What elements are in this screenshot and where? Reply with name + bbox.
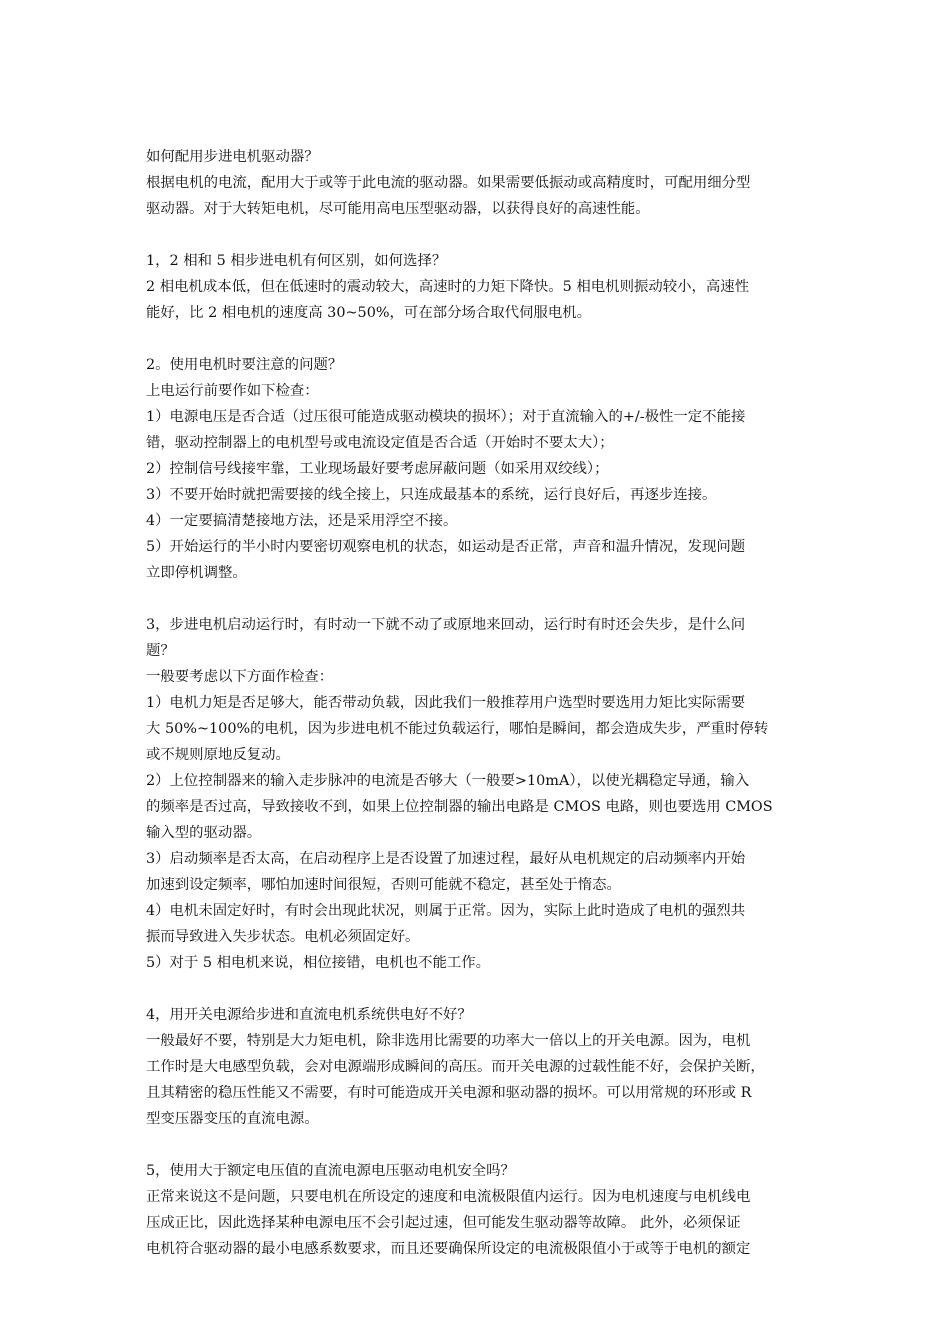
list-item: 4）一定要搞清楚接地方法，还是采用浮空不接。 bbox=[146, 513, 458, 529]
question-heading: 2。使用电机时要注意的问题？ bbox=[146, 357, 343, 373]
list-item: 或不规则原地反复动。 bbox=[146, 747, 290, 763]
list-item: 1）电源电压是否合适（过压很可能造成驱动模块的损坏）；对于直流输入的+/-极性一定不能接 bbox=[146, 409, 746, 425]
answer-line: 根据电机的电流，配用大于或等于此电流的驱动器。如果需要低振动或高精度时，可配用细分型 bbox=[146, 175, 751, 191]
paragraph-gap bbox=[146, 976, 812, 1002]
paragraph-gap bbox=[146, 586, 812, 612]
question-heading: 4，用开关电源给步进和直流电机系统供电好不好？ bbox=[146, 1007, 472, 1023]
list-item: 加速到设定频率，哪怕加速时间很短，否则可能就不稳定，甚至处于惰态。 bbox=[146, 877, 621, 893]
answer-line: 2 相电机成本低，但在低速时的震动较大，高速时的力矩下降快。5 相电机则振动较小，高速性 bbox=[146, 279, 750, 295]
list-item: 的频率是否过高，导致接收不到，如果上位控制器的输出电路是 CMOS 电路，则也要选用 CMOS bbox=[146, 799, 773, 815]
list-item: 2）控制信号线接牢靠，工业现场最好要考虑屏蔽问题（如采用双绞线）； bbox=[146, 461, 609, 477]
answer-line: 驱动器。对于大转矩电机，尽可能用高电压型驱动器，以获得良好的高速性能。 bbox=[146, 201, 650, 217]
answer-line: 型变压器变压的直流电源。 bbox=[146, 1111, 319, 1127]
list-item: 振而导致进入失步状态。电机必须固定好。 bbox=[146, 929, 420, 945]
list-item: 5）对于 5 相电机来说，相位接错，电机也不能工作。 bbox=[146, 955, 491, 971]
list-item: 输入型的驱动器。 bbox=[146, 825, 262, 841]
paragraph-gap bbox=[146, 1132, 812, 1158]
list-item: 5）开始运行的半小时内要密切观察电机的状态，如运动是否正常，声音和温升情况，发现问题 bbox=[146, 539, 746, 555]
answer-line: 且其精密的稳压性能又不需要，有时可能造成开关电源和驱动器的损坏。可以用常规的环形或 R bbox=[146, 1085, 752, 1101]
list-item: 1）电机力矩是否足够大，能否带动负载，因此我们一般推荐用户选型时要选用力矩比实际需要 bbox=[146, 695, 746, 711]
paragraph-gap bbox=[146, 326, 812, 352]
list-item: 错，驱动控制器上的电机型号或电流设定值是否合适（开始时不要太大）； bbox=[146, 435, 614, 451]
answer-line: 电机符合驱动器的最小电感系数要求，而且还要确保所设定的电流极限值小于或等于电机的额定 bbox=[146, 1241, 751, 1257]
document-body bbox=[146, 144, 812, 1262]
list-item: 4）电机未固定好时，有时会出现此状况，则属于正常。因为，实际上此时造成了电机的强烈共 bbox=[146, 903, 746, 919]
answer-line: 正常来说这不是问题，只要电机在所设定的速度和电流极限值内运行。因为电机速度与电机线电 bbox=[146, 1189, 751, 1205]
question-heading: 题？ bbox=[146, 643, 175, 659]
answer-line: 能好，比 2 相电机的速度高 30~50%，可在部分场合取代伺服电机。 bbox=[146, 305, 592, 321]
list-item: 大 50%~100%的电机，因为步进电机不能过负载运行，哪怕是瞬间，都会造成失步，严重时停转 bbox=[146, 721, 769, 737]
answer-line: 一般要考虑以下方面作检查： bbox=[146, 669, 334, 685]
paragraph-gap bbox=[146, 222, 812, 248]
answer-line: 上电运行前要作如下检查： bbox=[146, 383, 319, 399]
list-item: 3）不要开始时就把需要接的线全接上，只连成最基本的系统，运行良好后，再逐步连接。 bbox=[146, 487, 717, 503]
list-item: 立即停机调整。 bbox=[146, 565, 247, 581]
list-item: 3）启动频率是否太高，在启动程序上是否设置了加速过程，最好从电机规定的启动频率内开始 bbox=[146, 851, 746, 867]
answer-line: 工作时是大电感型负载，会对电源端形成瞬间的高压。而开关电源的过载性能不好，会保护关断， bbox=[146, 1059, 765, 1075]
question-heading: 1，2 相和 5 相步进电机有何区别，如何选择？ bbox=[146, 253, 447, 269]
answer-line: 压成正比，因此选择某种电源电压不会引起过速，但可能发生驱动器等故障。 此外，必须保证 bbox=[146, 1215, 741, 1231]
question-heading: 如何配用步进电机驱动器？ bbox=[146, 149, 319, 165]
list-item: 2）上位控制器来的输入走步脉冲的电流是否够大（一般要>10mA），以使光耦稳定导通，输入 bbox=[146, 773, 750, 789]
question-heading: 3，步进电机启动运行时，有时动一下就不动了或原地来回动，运行时有时还会失步，是什么问 bbox=[146, 617, 746, 633]
answer-line: 一般最好不要，特别是大力矩电机，除非选用比需要的功率大一倍以上的开关电源。因为，电机 bbox=[146, 1033, 751, 1049]
question-heading: 5，使用大于额定电压值的直流电源电压驱动电机安全吗？ bbox=[146, 1163, 515, 1179]
